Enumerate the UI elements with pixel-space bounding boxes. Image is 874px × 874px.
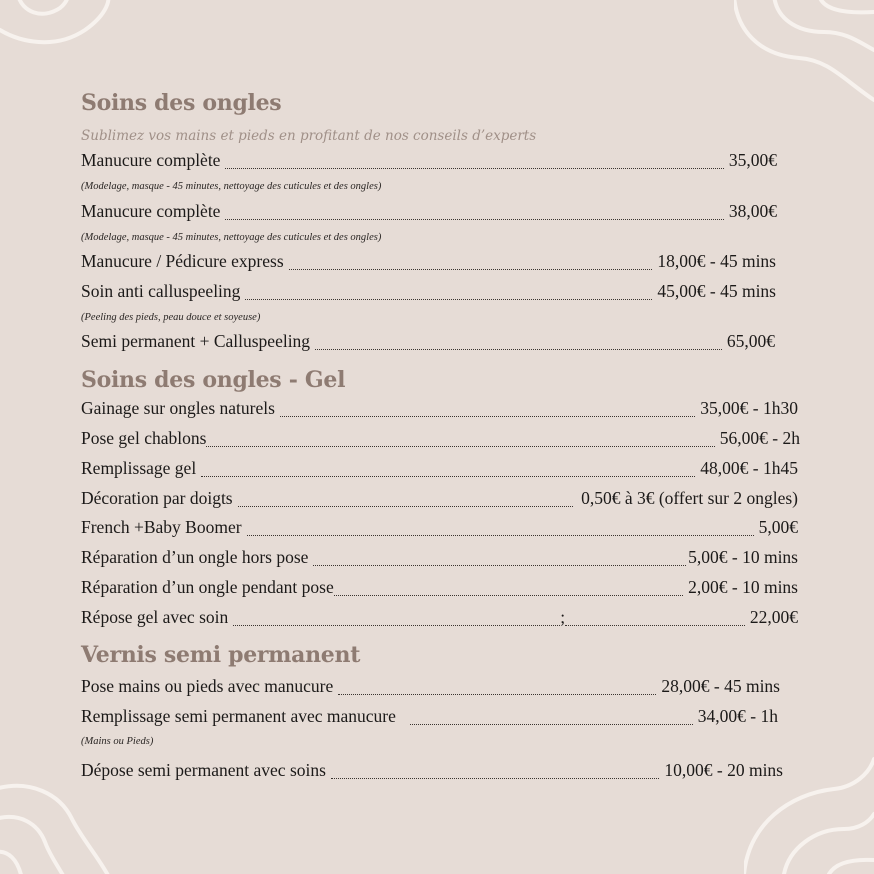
dot-leader	[410, 701, 693, 725]
service-price: 18,00€ - 45 mins	[657, 251, 776, 271]
service-price: 5,00€ - 10 mins	[688, 547, 798, 567]
service-price: 35,00€	[728, 150, 777, 170]
service-price: 10,00€ - 20 mins	[664, 760, 783, 780]
section-title-soins-ongles-gel: Soins des ongles - Gel	[81, 367, 346, 393]
service-name: Pose gel chablons	[81, 428, 207, 448]
service-name: Gainage sur ongles naturels	[81, 398, 275, 418]
price-row-pose-gel-chablons	[81, 428, 800, 452]
service-price: 0,50€ à 3€ (offert sur 2 ongles)	[581, 488, 798, 508]
dot-leader	[201, 453, 695, 477]
dot-leader	[245, 276, 652, 300]
dot-leader	[334, 572, 683, 596]
service-price: 28,00€ - 45 mins	[661, 676, 780, 696]
service-name: French +Baby Boomer	[81, 517, 242, 537]
section-title-soins-ongles: Soins des ongles	[81, 90, 282, 116]
dot-leader	[338, 671, 656, 695]
service-name: Répose gel avec soin	[81, 607, 229, 627]
price-row-decoration-par-doigts	[81, 488, 798, 512]
service-name: Réparation d’un ongle hors pose	[81, 547, 309, 567]
dot-leader	[225, 145, 723, 169]
service-name: Pose mains ou pieds avec manucure	[81, 676, 334, 696]
service-name: Décoration par doigts	[81, 488, 233, 508]
service-name: Réparation d’un ongle pendant pose	[81, 577, 334, 597]
price-row-manucure-pedicure-express	[81, 251, 776, 275]
price-row-remplissage-gel	[81, 458, 798, 482]
service-name: Soin anti calluspeeling	[81, 281, 241, 301]
price-row-repose-gel-avec-soin	[81, 607, 798, 631]
price-row-manucure-complete-2	[81, 201, 777, 225]
service-name: Manucure / Pédicure express	[81, 251, 284, 271]
swirl-top-right-decoration	[734, 0, 874, 110]
dot-leader	[280, 393, 695, 417]
service-name: Manucure complète	[81, 201, 221, 221]
price-row-semi-permanent-calluspeeling	[81, 331, 775, 355]
dot-leader	[315, 326, 722, 350]
service-name: Semi permanent + Calluspeeling	[81, 331, 311, 351]
price-row-reparation-pendant-pose	[81, 577, 798, 601]
service-price: 5,00€	[758, 517, 798, 537]
service-price: 38,00€	[728, 201, 777, 221]
section-title-vernis-semi-permanent: Vernis semi permanent	[81, 642, 361, 668]
dot-leader	[247, 512, 754, 536]
service-price: 56,00€ - 2h	[719, 428, 800, 448]
price-row-manucure-complete-1	[81, 150, 777, 174]
service-note: (Peeling des pieds, peau douce et soyeuse)	[81, 312, 261, 323]
service-name: Manucure complète	[81, 150, 221, 170]
dot-leader	[225, 196, 723, 220]
service-name: Remplissage gel	[81, 458, 197, 478]
dot-leader	[238, 483, 573, 507]
price-row-soin-anti-calluspeeling	[81, 281, 776, 305]
service-note: (Modelage, masque - 45 minutes, nettoyage des cuticules et des ongles)	[81, 232, 382, 243]
dot-leader	[289, 246, 653, 270]
price-row-pose-mains-pieds	[81, 676, 780, 700]
price-row-gainage	[81, 398, 798, 422]
dot-leader	[233, 602, 560, 626]
service-note: (Modelage, masque - 45 minutes, nettoyage des cuticules et des ongles)	[81, 181, 382, 192]
price-row-depose-semi-permanent	[81, 760, 783, 784]
price-row-french-baby-boomer	[81, 517, 798, 541]
dot-leader	[206, 423, 714, 447]
service-note: (Mains ou Pieds)	[81, 736, 154, 747]
price-row-remplissage-semi-permanent	[81, 706, 778, 730]
service-name: Remplissage semi permanent avec manucure	[81, 706, 396, 726]
service-price: 48,00€ - 1h45	[700, 458, 798, 478]
service-price: 22,00€	[749, 607, 798, 627]
section-tagline: Sublimez vos mains et pieds en profitant de nos conseils d’experts	[81, 128, 537, 144]
dot-leader	[313, 542, 686, 566]
swirl-top-left-decoration	[0, 0, 140, 70]
service-price: 35,00€ - 1h30	[700, 398, 798, 418]
leader-mark: ;	[560, 607, 566, 627]
dot-leader	[565, 602, 745, 626]
service-price: 2,00€ - 10 mins	[688, 577, 798, 597]
service-name: Dépose semi permanent avec soins	[81, 760, 326, 780]
price-row-reparation-hors-pose	[81, 547, 798, 571]
service-price: 45,00€ - 45 mins	[657, 281, 776, 301]
dot-leader	[331, 755, 659, 779]
service-price: 34,00€ - 1h	[697, 706, 778, 726]
service-price: 65,00€	[726, 331, 775, 351]
